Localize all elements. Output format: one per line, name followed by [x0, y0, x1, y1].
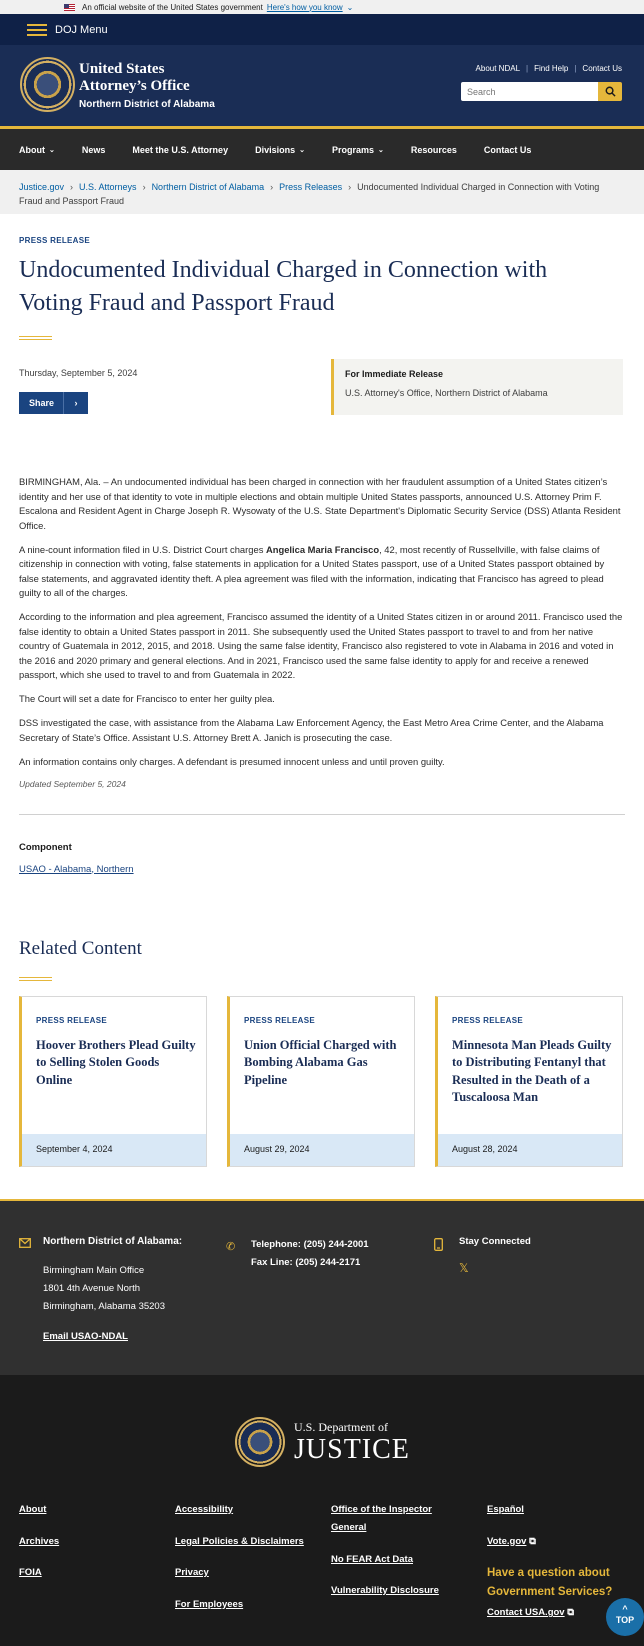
doj-seal-icon[interactable] — [20, 57, 75, 112]
card-title[interactable]: Minnesota Man Pleads Guilty to Distributing Fentanyl that Resulted in the Death of a Tuscaloosa Man — [452, 1037, 612, 1104]
search-input[interactable] — [461, 82, 598, 101]
breadcrumb — [0, 170, 644, 214]
search-form — [461, 82, 622, 101]
site-header — [0, 45, 644, 126]
breadcrumb-ndal[interactable]: Northern District of Alabama — [151, 182, 265, 192]
card-title[interactable]: Hoover Brothers Plead Guilty to Selling Stolen Goods Online — [36, 1037, 196, 1087]
search-icon — [605, 86, 616, 97]
press-release-kicker: PRESS RELEASE — [19, 236, 91, 245]
footer-link-no-fear[interactable]: No FEAR Act Data — [331, 1553, 413, 1565]
nav-news-label: News — [81, 144, 106, 155]
footer-link-espanol[interactable]: Español — [487, 1504, 524, 1515]
utility-links — [476, 64, 622, 73]
stay-connected — [434, 1236, 531, 1275]
related-card[interactable] — [227, 996, 415, 1167]
chevron-right-icon: › — [270, 182, 274, 192]
article-body — [19, 475, 625, 769]
heres-how-you-know-link[interactable]: Here's how you know — [266, 2, 343, 12]
mail-icon — [19, 1238, 31, 1251]
chevron-up-icon: ^ — [622, 1604, 628, 1614]
footer-link-oig[interactable]: Office of the Inspector General — [331, 1504, 432, 1533]
find-help-link[interactable]: Find Help — [534, 64, 569, 73]
office-line2: Attorney’s Office — [79, 78, 190, 94]
article-meta — [19, 340, 625, 430]
chevron-down-icon[interactable]: ⌄ — [346, 2, 354, 12]
share-label: Share — [19, 392, 64, 414]
footer-link-employees[interactable]: For Employees — [175, 1598, 244, 1610]
footer-link-archives[interactable]: Archives — [19, 1535, 60, 1547]
back-to-top-button[interactable] — [606, 1598, 644, 1636]
footer-dept-logo[interactable] — [294, 1420, 410, 1465]
nav-contact-us[interactable] — [484, 145, 532, 155]
footer-link-legal[interactable]: Legal Policies & Disclaimers — [175, 1535, 304, 1547]
footer-link-privacy[interactable]: Privacy — [175, 1567, 209, 1578]
footer-link-accessibility[interactable]: Accessibility — [175, 1504, 234, 1515]
paragraph-text: , 42, most recently of Russellville, with false claims of citizenship in connection with voting, false statements in application for a United States passport, use of a United States passport obtained by false statements, and aggravated identity theft. A plea agreement was filed with the information, indicating that Francisco has agreed to plead guilty to all of the charges. — [19, 543, 605, 598]
release-heading: For Immediate Release — [345, 369, 444, 379]
telephone: Telephone: (205) 244-2001 — [251, 1239, 369, 1250]
chevron-right-icon: › — [348, 182, 352, 192]
release-info-box — [331, 359, 623, 415]
breadcrumb-justice-gov[interactable]: Justice.gov — [19, 182, 65, 192]
paragraph — [19, 543, 625, 601]
footer-col — [331, 1501, 487, 1627]
page-title: Undocumented Individual Charged in Connection with Voting Fraud and Passport Fraud — [19, 257, 548, 316]
nav-about-label: About — [19, 144, 45, 155]
nav-programs-label: Programs — [331, 144, 374, 155]
paragraph: DSS investigated the case, with assistance from the Alabama Law Enforcement Agency, the East Metro Area Crime Center, and the Alabama Secretary of State’s Office. Assistant U.S. Attorney Brett A. Janich is prosecuting the case. — [19, 717, 604, 743]
hamburger-icon — [27, 24, 47, 36]
divider — [19, 814, 625, 815]
card-date: August 28, 2024 — [438, 1134, 622, 1166]
paragraph: BIRMINGHAM, Ala. – An undocumented individual has been charged in connection with her fraudulent assumption of a United States citizen’s identity and her use of that identity to vote in multiple elections and obtain multiple United States passports, announced U.S. Attorney Prim F. Escalona and Resident Agent in Charge Joseph R. Wysowaty of the U.S. State Department's Diplomatic Security Service (DSS) Atlanta Resident Office. — [19, 476, 621, 531]
contact-section — [0, 1199, 644, 1375]
doj-seal-icon[interactable] — [235, 1417, 285, 1467]
search-button[interactable] — [598, 82, 622, 101]
card-date: September 4, 2024 — [22, 1134, 206, 1166]
nav-programs[interactable] — [332, 145, 384, 155]
stay-connected-label: Stay Connected — [459, 1236, 531, 1247]
main-nav — [0, 126, 644, 170]
publish-date: Thursday, September 5, 2024 — [19, 368, 138, 378]
updated-date: Updated September 5, 2024 — [19, 778, 126, 789]
chevron-down-icon: ⌄ — [378, 146, 384, 154]
external-link-icon: ⧉ — [567, 1607, 575, 1618]
office-line1: United States — [79, 61, 165, 77]
paragraph-text: A nine-count information filed in U.S. District Court charges — [19, 543, 266, 555]
nav-divisions[interactable] — [255, 145, 305, 155]
card-title[interactable]: Union Official Charged with Bombing Alabama Gas Pipeline — [244, 1037, 397, 1087]
doj-menu-button[interactable] — [0, 14, 644, 45]
footer-link-foia[interactable]: FOIA — [19, 1567, 42, 1578]
footer-col — [175, 1501, 331, 1627]
dept-line1: U.S. Department of — [294, 1420, 388, 1434]
footer-link-about[interactable]: About — [19, 1504, 47, 1515]
card-kicker: PRESS RELEASE — [452, 1015, 524, 1025]
contact-address — [19, 1236, 182, 1342]
email-link[interactable]: Email USAO-NDAL — [43, 1331, 128, 1342]
site-footer — [0, 1375, 644, 1646]
defendant-name: Angelica Maria Francisco — [265, 543, 380, 555]
fax: Fax Line: (205) 244-2171 — [251, 1257, 361, 1268]
address-line: 1801 4th Avenue North — [43, 1283, 141, 1294]
office-name[interactable] — [79, 61, 215, 113]
footer-links — [19, 1501, 643, 1627]
top-label: TOP — [615, 1615, 635, 1625]
nav-news[interactable] — [82, 145, 106, 155]
gov-banner-text: An official website of the United States government — [82, 2, 263, 12]
main-content — [0, 236, 644, 1167]
dept-line2: JUSTICE — [294, 1434, 410, 1465]
breadcrumb-press-releases[interactable]: Press Releases — [279, 182, 343, 192]
nav-resources-label: Resources — [410, 144, 457, 155]
address-line: Birmingham, Alabama 35203 — [43, 1301, 165, 1312]
mobile-icon — [434, 1238, 443, 1254]
footer-col — [19, 1501, 175, 1627]
district-name: Northern District of Alabama — [79, 99, 215, 110]
paragraph: An information contains only charges. A defendant is presumed innocent unless and until proven guilty. — [19, 755, 445, 767]
release-source: U.S. Attorney's Office, Northern District of Alabama — [345, 388, 548, 398]
related-card[interactable] — [19, 996, 207, 1167]
paragraph: According to the information and plea agreement, Francisco assumed the identity of a United States citizen in or around 2011. Francisco used the false identity to obtain a United States passport in 2011. She subsequently used the United States passport to travel to and from her native country of Guatemala in 2012, 2015, and 2018. Using the same false identity, Francisco also registered to vote in Alabama in 2016 and voted in the 2016 and 2020 primary and general elections. And in 2021, Francisco used the same false identity to apply for and receive a renewed passport, which she used to travel to and from Guatemala in 2022. — [19, 611, 623, 680]
contact-phone — [226, 1236, 369, 1272]
x-twitter-icon[interactable]: 𝕏 — [459, 1261, 469, 1275]
address-line: Birmingham Main Office — [43, 1265, 145, 1276]
related-content-title: Related Content — [19, 937, 142, 959]
external-link-icon: ⧉ — [529, 1535, 536, 1547]
contact-heading: Northern District of Alabama: — [43, 1236, 183, 1247]
card-kicker: PRESS RELEASE — [244, 1015, 316, 1025]
doj-menu-label: DOJ Menu — [55, 23, 108, 36]
footer-link-vote[interactable]: Vote.gov — [487, 1535, 527, 1547]
breadcrumb-current: Undocumented Individual Charged in Connection with Voting Fraud and Passport Fraud — [19, 182, 600, 206]
chevron-down-icon: ⌄ — [299, 146, 305, 154]
related-cards — [19, 996, 625, 1167]
address-block — [43, 1262, 182, 1316]
paragraph: The Court will set a date for Francisco to enter her guilty plea. — [19, 693, 275, 704]
breadcrumb-us-attorneys[interactable]: U.S. Attorneys — [79, 182, 137, 192]
phone-icon: ✆ — [226, 1241, 236, 1253]
footer-link-contact-usa[interactable]: Contact USA.gov — [487, 1607, 565, 1618]
related-divider — [19, 977, 52, 981]
footer-question: Have a question about Government Services? — [487, 1567, 613, 1598]
gov-banner — [0, 0, 644, 14]
chevron-down-icon: ⌄ — [49, 146, 55, 154]
contact-us-link[interactable]: Contact Us — [582, 64, 622, 73]
divider: | — [574, 64, 577, 73]
card-date: August 29, 2024 — [230, 1134, 414, 1166]
footer-link-vote-wrap — [487, 1533, 643, 1551]
nav-contact-us-label: Contact Us — [483, 144, 532, 155]
chevron-right-icon: › — [74, 398, 78, 408]
component-label: Component — [19, 841, 72, 853]
footer-link-vulnerability[interactable]: Vulnerability Disclosure — [331, 1585, 439, 1596]
nav-meet-attorney[interactable] — [132, 145, 228, 155]
related-card[interactable] — [435, 996, 623, 1167]
chevron-right-icon: › — [70, 182, 74, 192]
card-kicker: PRESS RELEASE — [36, 1015, 108, 1025]
divider: | — [526, 64, 529, 73]
us-flag-icon — [64, 4, 75, 11]
nav-divisions-label: Divisions — [255, 144, 296, 155]
nav-about[interactable] — [19, 145, 55, 155]
component-link[interactable]: USAO - Alabama, Northern — [19, 863, 134, 875]
nav-resources[interactable] — [411, 145, 457, 155]
about-ndal-link[interactable]: About NDAL — [475, 64, 521, 73]
share-button[interactable] — [19, 392, 88, 414]
nav-meet-attorney-label: Meet the U.S. Attorney — [132, 144, 229, 155]
chevron-right-icon: › — [142, 182, 146, 192]
